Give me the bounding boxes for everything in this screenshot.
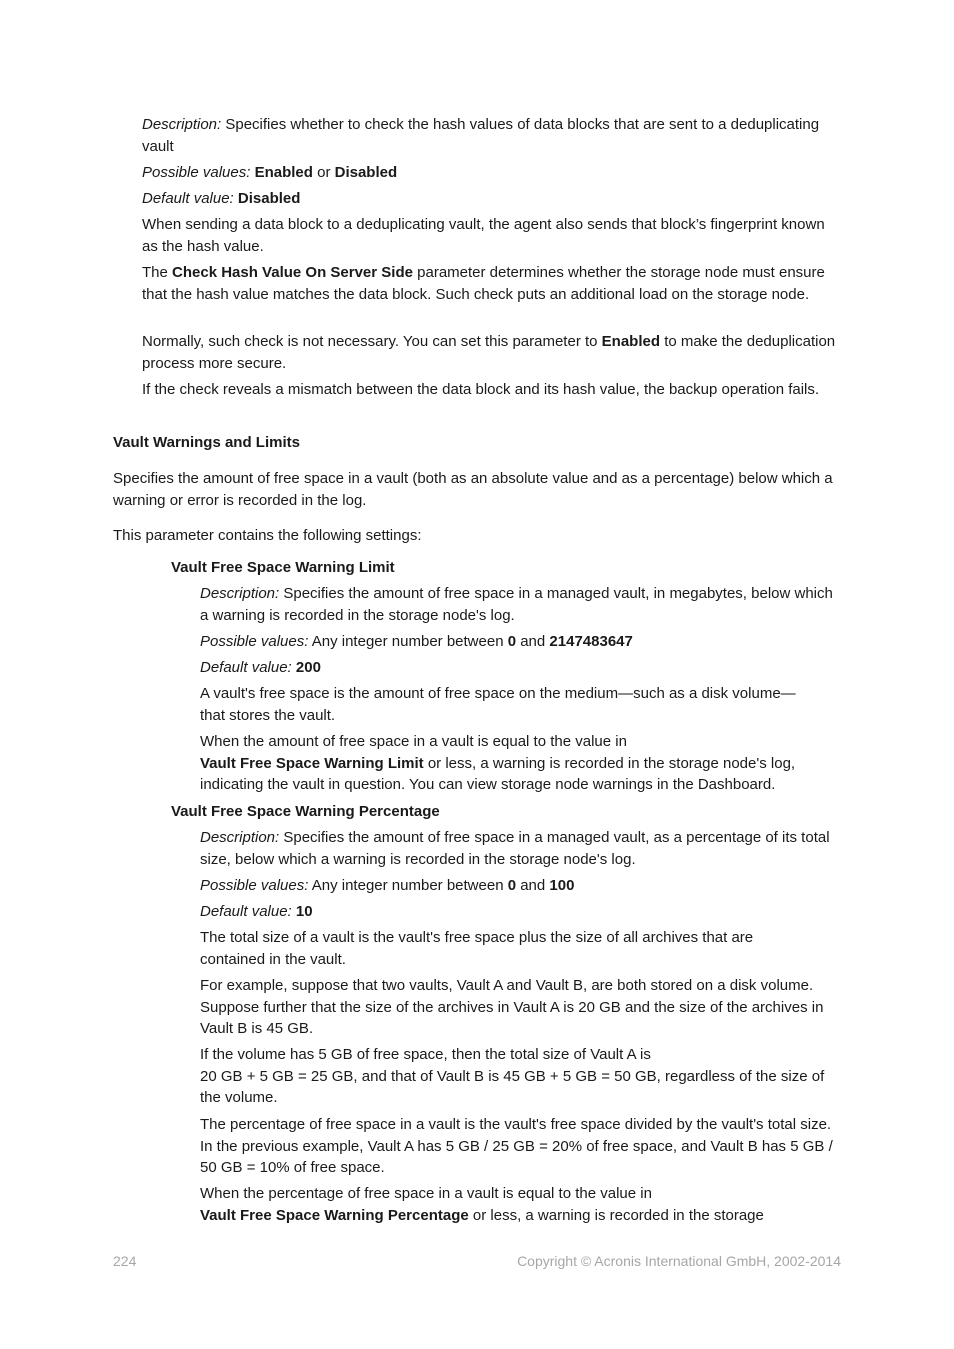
warning-limit-paragraph-1: A vault's free space is the amount of free space on the medium—such as a disk volume—that stores the vault. — [200, 685, 796, 724]
copyright-notice: Copyright © Acronis International GmbH, 2002-2014 — [517, 1253, 841, 1269]
hash-default-value: Default value: Disabled — [142, 190, 301, 207]
hash-paragraph-2: The Check Hash Value On Server Side parameter determines whether the storage node must ensure that the hash value matches the data block. Such check puts an additional load on the storage node. — [142, 264, 825, 303]
warning-percentage-paragraph-2: For example, suppose that two vaults, Vault A and Vault B, are both stored on a disk volume. Suppose further that the size of the archives in Vault A is 20 GB and the size of the archives in Vault B is 45 GB. — [200, 977, 824, 1038]
vault-warnings-intro: Specifies the amount of free space in a vault (both as an absolute value and as a percentage) below which a warning or error is recorded in the log. — [113, 470, 833, 509]
vault-warnings-contains: This parameter contains the following settings: — [113, 527, 422, 544]
warning-percentage-paragraph-3: If the volume has 5 GB of free space, then the total size of Vault A is 20 GB + 5 GB = 25 GB, and that of Vault B is 45 GB + 5 GB = 50 GB, regardless of the size of the volume. — [200, 1046, 825, 1107]
warning-limit-heading: Vault Free Space Warning Limit — [171, 559, 395, 576]
warning-percentage-paragraph-5: When the percentage of free space in a vault is equal to the value in Vault Free Space Warning Percentage or less, a warning is recorded in the storage — [200, 1185, 764, 1224]
hash-paragraph-4: If the check reveals a mismatch between the data block and its hash value, the backup operation fails. — [142, 381, 820, 398]
warning-percentage-paragraph-4: The percentage of free space in a vault is the vault's free space divided by the vault's total size. In the previous example, Vault A has 5 GB / 25 GB = 20% of free space, and Vault B has 5 GB / 50 GB = 10% of free space. — [200, 1116, 833, 1177]
page-number: 224 — [113, 1253, 137, 1269]
warning-limit-description: Description: Specifies the amount of free space in a managed vault, in megabytes, below which a warning is recorded in the storage node's log. — [200, 585, 833, 624]
hash-paragraph-3: Normally, such check is not necessary. You can set this parameter to Enabled to make the deduplication process more secure. — [142, 333, 836, 372]
warning-limit-paragraph-2: When the amount of free space in a vault is equal to the value in Vault Free Space Warning Limit or less, a warning is recorded in the storage node's log, indicating the vault in question. You can view storage node warnings in the Dashboard. — [200, 733, 796, 794]
hash-paragraph-1: When sending a data block to a deduplicating vault, the agent also sends that block’s fingerprint known as the hash value. — [142, 216, 825, 255]
warning-percentage-default-value: Default value: 10 — [200, 903, 313, 920]
warning-percentage-paragraph-1: The total size of a vault is the vault's free space plus the size of all archives that are contained in the vault. — [200, 929, 754, 968]
warning-limit-possible-values: Possible values: Any integer number between 0 and 2147483647 — [200, 633, 633, 650]
warning-limit-default-value: Default value: 200 — [200, 659, 321, 676]
section-heading-vault-warnings: Vault Warnings and Limits — [113, 434, 300, 451]
hash-description: Description: Specifies whether to check the hash values of data blocks that are sent to a deduplicating vault — [142, 116, 820, 155]
warning-percentage-heading: Vault Free Space Warning Percentage — [171, 803, 440, 820]
warning-percentage-description: Description: Specifies the amount of free space in a managed vault, as a percentage of its total size, below which a warning is recorded in the storage node's log. — [200, 829, 830, 868]
warning-percentage-possible-values: Possible values: Any integer number between 0 and 100 — [200, 877, 575, 894]
hash-possible-values: Possible values: Enabled or Disabled — [142, 164, 398, 181]
